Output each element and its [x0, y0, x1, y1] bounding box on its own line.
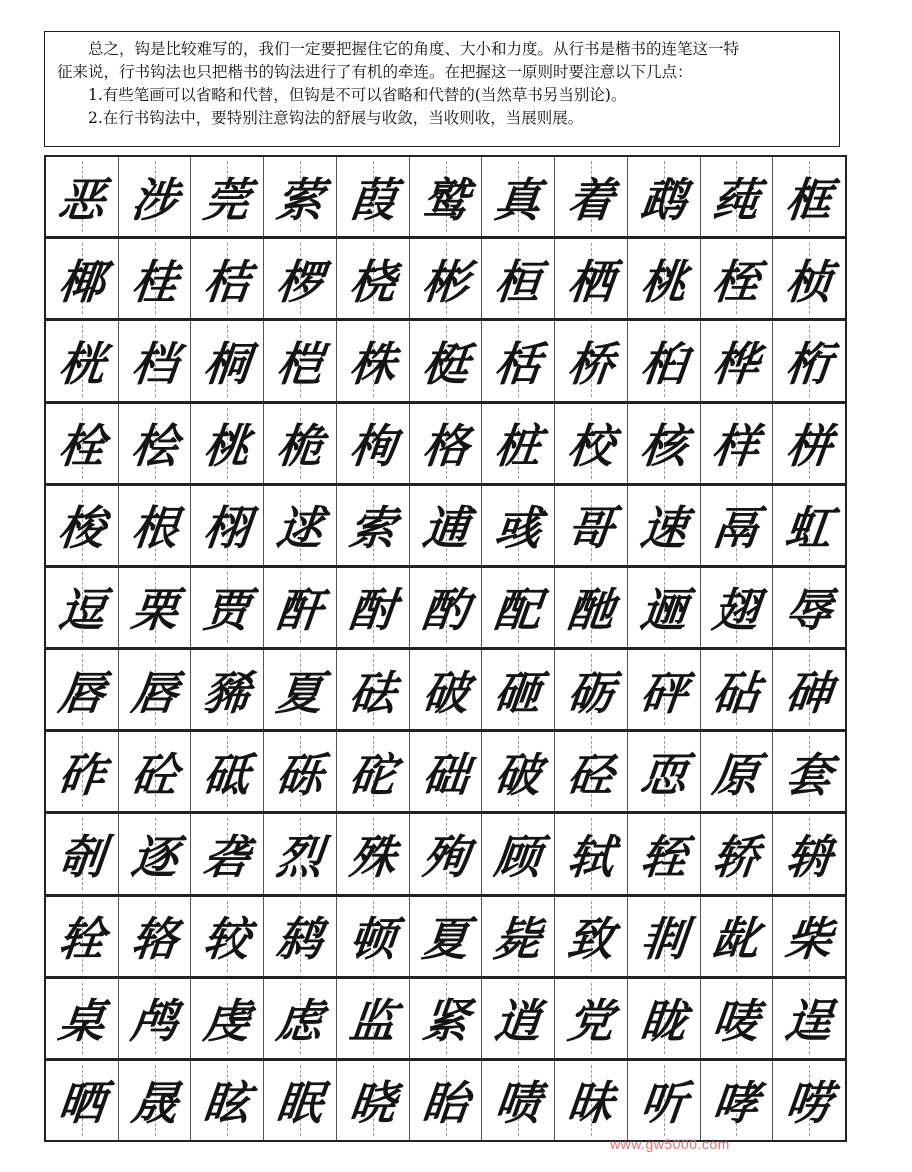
grid-row — [46, 811, 845, 893]
calligraphy-character: 鬲 — [710, 501, 762, 556]
character-cell — [118, 568, 191, 647]
character-cell — [554, 732, 627, 811]
character-cell — [263, 404, 336, 483]
character-cell — [190, 404, 263, 483]
calligraphy-character: 真 — [492, 172, 544, 227]
character-cell — [481, 732, 554, 811]
character-cell — [336, 979, 409, 1058]
character-cell — [336, 732, 409, 811]
character-cell — [263, 979, 336, 1058]
calligraphy-character: 株 — [346, 336, 399, 391]
character-cell — [118, 239, 191, 318]
calligraphy-character: 桂 — [128, 254, 181, 309]
character-cell — [118, 650, 191, 729]
grid-row — [46, 236, 845, 318]
character-cell — [336, 239, 409, 318]
character-cell — [700, 239, 773, 318]
calligraphy-character: 梃 — [419, 336, 472, 391]
calligraphy-character: 桢 — [783, 254, 835, 309]
calligraphy-character: 逐 — [128, 829, 181, 884]
character-cell — [263, 732, 336, 811]
character-cell — [46, 814, 118, 893]
character-cell — [263, 486, 336, 565]
character-cell — [409, 1061, 482, 1140]
grid-row — [46, 565, 845, 647]
character-cell — [481, 321, 554, 400]
calligraphy-character: 鸫 — [273, 912, 326, 967]
intro-text-box — [44, 31, 840, 147]
calligraphy-character: 翅 — [710, 583, 762, 638]
character-cell — [409, 979, 482, 1058]
calligraphy-character: 柴 — [783, 912, 835, 967]
calligraphy-character: 格 — [419, 419, 472, 474]
calligraphy-character: 恶 — [55, 172, 108, 227]
calligraphy-character: 栖 — [564, 254, 617, 309]
character-cell — [118, 1061, 191, 1140]
character-cell — [700, 897, 773, 976]
grid-row — [46, 401, 845, 483]
grid-row — [46, 647, 845, 729]
calligraphy-character: 栒 — [346, 419, 399, 474]
character-cell — [627, 814, 700, 893]
calligraphy-character: 桁 — [783, 336, 835, 391]
character-cell — [46, 404, 118, 483]
calligraphy-character: 虹 — [783, 501, 835, 556]
calligraphy-character: 虔 — [201, 994, 253, 1049]
calligraphy-character: 逋 — [419, 501, 472, 556]
calligraphy-character: 虑 — [273, 994, 326, 1049]
calligraphy-character: 样 — [710, 419, 762, 474]
grid-row — [46, 157, 845, 236]
calligraphy-character: 桧 — [128, 419, 181, 474]
calligraphy-character: 桎 — [710, 254, 762, 309]
calligraphy-character: 着 — [564, 172, 617, 227]
grid-row — [46, 318, 845, 400]
intro-line-4: 2.在行书钩法中，要特别注意钩法的舒展与收敛，当收则收，当展则展。 — [88, 109, 584, 127]
character-cell — [263, 650, 336, 729]
calligraphy-character: 晟 — [128, 1076, 181, 1131]
calligraphy-practice-grid — [44, 155, 847, 1142]
calligraphy-character: 梭 — [55, 501, 108, 556]
character-cell — [554, 1061, 627, 1140]
character-cell — [772, 321, 845, 400]
calligraphy-character: 速 — [637, 501, 690, 556]
calligraphy-character: 破 — [419, 665, 472, 720]
character-cell — [627, 1061, 700, 1140]
calligraphy-character: 索 — [346, 501, 399, 556]
character-cell — [554, 979, 627, 1058]
calligraphy-character: 轿 — [710, 829, 762, 884]
character-cell — [118, 979, 191, 1058]
character-cell — [481, 897, 554, 976]
calligraphy-character: 栝 — [492, 336, 544, 391]
calligraphy-character: 桤 — [273, 336, 326, 391]
character-cell — [46, 897, 118, 976]
character-cell — [772, 1061, 845, 1140]
calligraphy-character: 轾 — [637, 829, 690, 884]
character-cell — [481, 814, 554, 893]
character-cell — [409, 239, 482, 318]
calligraphy-character: 轼 — [564, 829, 617, 884]
calligraphy-character: 根 — [128, 501, 181, 556]
character-cell — [118, 732, 191, 811]
intro-line-1: 总之，钩是比较难写的，我们一定要把握住它的角度、大小和力度。从行书是楷书的连笔这一特 — [88, 40, 740, 58]
calligraphy-character: 顾 — [492, 829, 544, 884]
calligraphy-character: 砾 — [273, 747, 326, 802]
calligraphy-character: 硁 — [564, 747, 617, 802]
character-cell — [481, 404, 554, 483]
calligraphy-character: 框 — [783, 172, 835, 227]
character-cell — [772, 239, 845, 318]
calligraphy-character: 眙 — [419, 1076, 472, 1131]
character-cell — [190, 486, 263, 565]
character-cell — [46, 732, 118, 811]
character-cell — [190, 732, 263, 811]
character-cell — [700, 1061, 773, 1140]
grid-row — [46, 976, 845, 1058]
character-cell — [772, 157, 845, 236]
character-cell — [263, 157, 336, 236]
intro-line-3: 1.有些笔画可以省略和代替，但钩是不可以省略和代替的(当然草书另当别论)。 — [88, 86, 627, 104]
calligraphy-character: 桌 — [55, 994, 108, 1049]
calligraphy-character: 酏 — [564, 583, 617, 638]
character-cell — [627, 650, 700, 729]
calligraphy-character: 恧 — [637, 747, 690, 802]
character-cell — [772, 979, 845, 1058]
calligraphy-character: 砥 — [201, 747, 253, 802]
calligraphy-character: 涉 — [128, 172, 181, 227]
calligraphy-character: 鸬 — [128, 994, 181, 1049]
character-cell — [409, 404, 482, 483]
character-cell — [700, 568, 773, 647]
calligraphy-character: 逞 — [783, 994, 835, 1049]
calligraphy-character: 较 — [201, 912, 253, 967]
character-cell — [772, 486, 845, 565]
character-cell — [627, 157, 700, 236]
grid-row — [46, 483, 845, 565]
character-cell — [700, 486, 773, 565]
character-cell — [46, 486, 118, 565]
calligraphy-character: 砻 — [201, 829, 253, 884]
character-cell — [46, 1061, 118, 1140]
character-cell — [190, 157, 263, 236]
calligraphy-character: 啧 — [492, 1076, 544, 1131]
character-cell — [409, 486, 482, 565]
character-cell — [336, 404, 409, 483]
calligraphy-character: 砟 — [55, 747, 108, 802]
calligraphy-character: 监 — [346, 994, 399, 1049]
character-cell — [700, 650, 773, 729]
calligraphy-character: 栟 — [783, 419, 835, 474]
character-cell — [263, 814, 336, 893]
character-cell — [700, 157, 773, 236]
calligraphy-character: 唛 — [710, 994, 762, 1049]
calligraphy-character: 夏 — [419, 912, 472, 967]
calligraphy-character: 哥 — [564, 501, 617, 556]
character-cell — [190, 1061, 263, 1140]
calligraphy-character: 桄 — [55, 336, 108, 391]
calligraphy-character: 桦 — [710, 336, 762, 391]
grid-row — [46, 894, 845, 976]
character-cell — [627, 732, 700, 811]
character-cell — [263, 1061, 336, 1140]
character-cell — [554, 239, 627, 318]
character-cell — [409, 650, 482, 729]
calligraphy-character: 鹫 — [419, 172, 472, 227]
character-cell — [772, 897, 845, 976]
character-cell — [118, 404, 191, 483]
calligraphy-character: 辁 — [55, 912, 108, 967]
calligraphy-character: 哮 — [710, 1076, 762, 1131]
character-cell — [46, 321, 118, 400]
calligraphy-character: 顿 — [346, 912, 399, 967]
character-cell — [481, 568, 554, 647]
character-cell — [481, 1061, 554, 1140]
calligraphy-character: 椰 — [55, 254, 108, 309]
calligraphy-character: 烈 — [273, 829, 326, 884]
character-cell — [481, 239, 554, 318]
calligraphy-character: 核 — [637, 419, 690, 474]
calligraphy-character: 砧 — [710, 665, 762, 720]
calligraphy-character: 桐 — [201, 336, 253, 391]
calligraphy-character: 桥 — [564, 336, 617, 391]
calligraphy-character: 眠 — [273, 1076, 326, 1131]
character-cell — [263, 321, 336, 400]
character-cell — [627, 239, 700, 318]
calligraphy-character: 昧 — [564, 1076, 617, 1131]
character-cell — [554, 404, 627, 483]
character-cell — [481, 157, 554, 236]
calligraphy-character: 剕 — [637, 912, 690, 967]
character-cell — [554, 568, 627, 647]
calligraphy-character: 鹉 — [637, 172, 690, 227]
calligraphy-character: 殊 — [346, 829, 399, 884]
character-cell — [554, 897, 627, 976]
character-cell — [118, 897, 191, 976]
calligraphy-character: 套 — [783, 747, 835, 802]
character-cell — [481, 486, 554, 565]
intro-line-2: 征来说，行书钩法也只把楷书的钩法进行了有机的牵连。在把握这一原则时要注意以下几点： — [57, 63, 693, 81]
calligraphy-character: 致 — [564, 912, 617, 967]
calligraphy-character: 党 — [564, 994, 617, 1049]
calligraphy-character: 龀 — [710, 912, 762, 967]
calligraphy-character: 听 — [637, 1076, 690, 1131]
calligraphy-character: 逦 — [637, 583, 690, 638]
calligraphy-character: 桩 — [492, 419, 544, 474]
character-cell — [190, 568, 263, 647]
calligraphy-character: 破 — [492, 747, 544, 802]
character-cell — [336, 568, 409, 647]
character-cell — [118, 321, 191, 400]
calligraphy-character: 眩 — [201, 1076, 253, 1131]
character-cell — [700, 814, 773, 893]
calligraphy-character: 础 — [419, 747, 472, 802]
calligraphy-character: 彧 — [492, 501, 544, 556]
character-cell — [190, 321, 263, 400]
character-cell — [409, 321, 482, 400]
character-cell — [700, 321, 773, 400]
character-cell — [554, 157, 627, 236]
calligraphy-character: 莼 — [710, 172, 762, 227]
calligraphy-character: 栗 — [128, 583, 181, 638]
character-cell — [118, 157, 191, 236]
calligraphy-character: 辂 — [128, 912, 181, 967]
character-cell — [627, 979, 700, 1058]
character-cell — [700, 404, 773, 483]
calligraphy-character: 桅 — [273, 419, 326, 474]
character-cell — [263, 568, 336, 647]
character-cell — [336, 814, 409, 893]
character-cell — [554, 814, 627, 893]
calligraphy-character: 辀 — [783, 829, 835, 884]
calligraphy-character: 砰 — [637, 665, 690, 720]
calligraphy-character: 砷 — [783, 665, 835, 720]
character-cell — [336, 157, 409, 236]
calligraphy-character: 栓 — [55, 419, 108, 474]
calligraphy-character: 唇 — [128, 665, 181, 720]
character-cell — [700, 732, 773, 811]
character-cell — [46, 157, 118, 236]
calligraphy-character: 配 — [492, 583, 544, 638]
character-cell — [190, 897, 263, 976]
calligraphy-character: 砣 — [346, 747, 399, 802]
calligraphy-character: 逍 — [492, 994, 544, 1049]
calligraphy-character: 砼 — [128, 747, 181, 802]
character-cell — [46, 650, 118, 729]
character-cell — [118, 486, 191, 565]
character-cell — [409, 732, 482, 811]
calligraphy-character: 砺 — [564, 665, 617, 720]
calligraphy-character: 贾 — [201, 583, 253, 638]
calligraphy-character: 档 — [128, 336, 181, 391]
calligraphy-character: 葭 — [346, 172, 399, 227]
character-cell — [190, 814, 263, 893]
grid-row — [46, 1058, 845, 1140]
character-cell — [481, 650, 554, 729]
character-cell — [772, 568, 845, 647]
character-cell — [772, 650, 845, 729]
site-watermark: www.gw5000.com — [610, 1136, 730, 1152]
calligraphy-character: 夏 — [273, 665, 326, 720]
character-cell — [263, 897, 336, 976]
calligraphy-character: 原 — [710, 747, 762, 802]
calligraphy-character: 栩 — [201, 501, 253, 556]
character-cell — [772, 732, 845, 811]
calligraphy-character: 桃 — [637, 254, 690, 309]
calligraphy-character: 酌 — [419, 583, 472, 638]
character-cell — [190, 239, 263, 318]
calligraphy-character: 眬 — [637, 994, 690, 1049]
character-cell — [554, 486, 627, 565]
calligraphy-character: 桓 — [492, 254, 544, 309]
calligraphy-character: 晒 — [55, 1076, 108, 1131]
calligraphy-character: 砸 — [492, 665, 544, 720]
calligraphy-character: 桔 — [201, 254, 253, 309]
character-cell — [554, 650, 627, 729]
character-cell — [46, 979, 118, 1058]
calligraphy-character: 毙 — [492, 912, 544, 967]
character-cell — [772, 404, 845, 483]
character-cell — [336, 1061, 409, 1140]
calligraphy-character: 砝 — [346, 665, 399, 720]
character-cell — [190, 979, 263, 1058]
character-cell — [46, 239, 118, 318]
character-cell — [409, 157, 482, 236]
character-cell — [700, 979, 773, 1058]
character-cell — [409, 814, 482, 893]
calligraphy-character: 椤 — [273, 254, 326, 309]
calligraphy-character: 桃 — [201, 419, 253, 474]
calligraphy-character: 唇 — [55, 665, 108, 720]
calligraphy-character: 逗 — [55, 583, 108, 638]
calligraphy-character: 萦 — [273, 172, 326, 227]
character-cell — [627, 897, 700, 976]
calligraphy-character: 逑 — [273, 501, 326, 556]
character-cell — [336, 897, 409, 976]
character-cell — [627, 404, 700, 483]
character-cell — [336, 486, 409, 565]
calligraphy-character: 桕 — [637, 336, 690, 391]
calligraphy-character: 校 — [564, 419, 617, 474]
character-cell — [409, 897, 482, 976]
calligraphy-character: 酎 — [346, 583, 399, 638]
calligraphy-character: 紧 — [419, 994, 472, 1049]
character-cell — [336, 321, 409, 400]
calligraphy-character: 桡 — [346, 254, 399, 309]
character-cell — [627, 568, 700, 647]
character-cell — [46, 568, 118, 647]
calligraphy-character: 莞 — [201, 172, 253, 227]
character-cell — [409, 568, 482, 647]
calligraphy-character: 唠 — [783, 1076, 835, 1131]
grid-row — [46, 729, 845, 811]
calligraphy-character: 晓 — [346, 1076, 399, 1131]
character-cell — [627, 321, 700, 400]
character-cell — [190, 650, 263, 729]
character-cell — [554, 321, 627, 400]
character-cell — [118, 814, 191, 893]
calligraphy-character: 辱 — [783, 583, 835, 638]
character-cell — [481, 979, 554, 1058]
character-cell — [772, 814, 845, 893]
character-cell — [336, 650, 409, 729]
calligraphy-character: 彬 — [419, 254, 472, 309]
calligraphy-character: 酐 — [273, 583, 326, 638]
character-cell — [263, 239, 336, 318]
calligraphy-character: 殉 — [419, 829, 472, 884]
calligraphy-character: 豨 — [201, 665, 253, 720]
character-cell — [627, 486, 700, 565]
calligraphy-character: 剞 — [55, 829, 108, 884]
